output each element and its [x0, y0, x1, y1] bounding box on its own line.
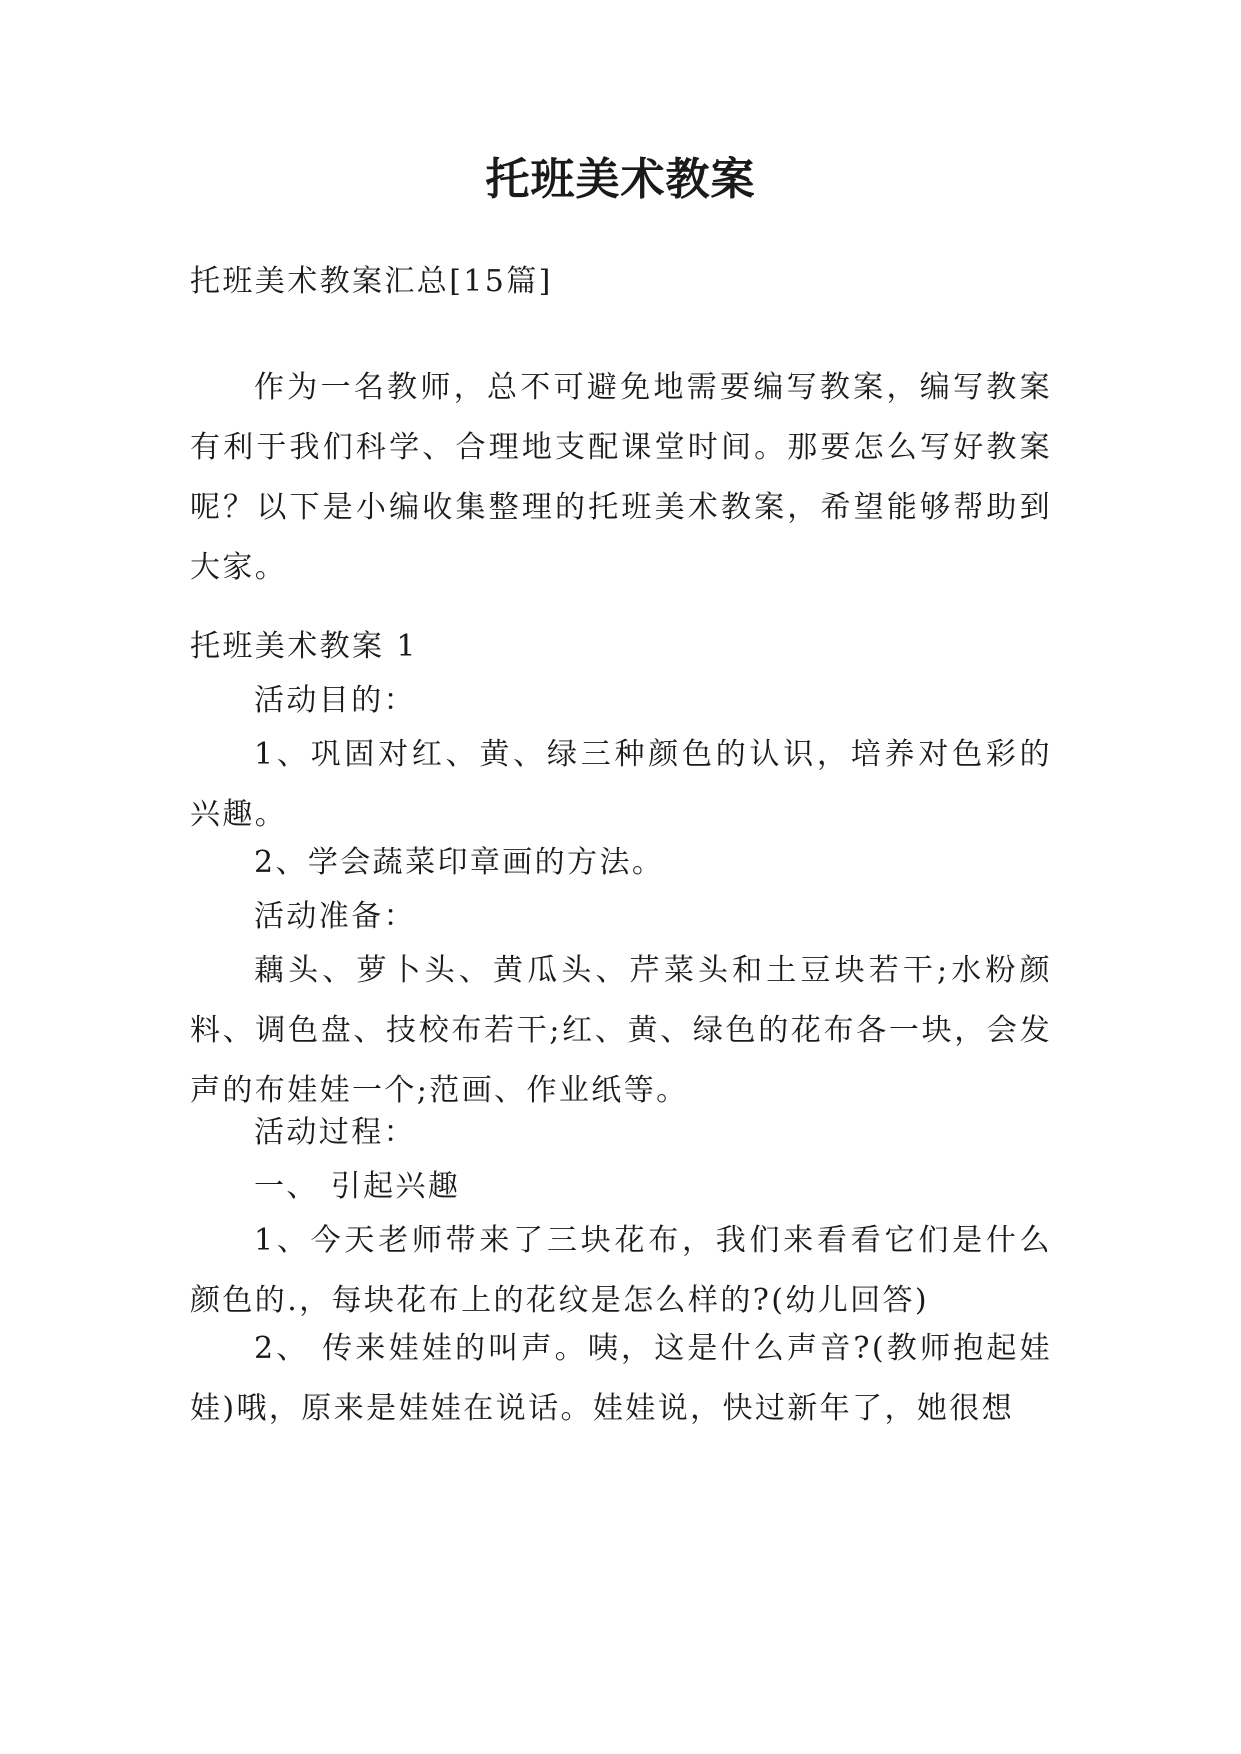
intro-paragraph: 作为一名教师，总不可避免地需要编写教案，编写教案有利于我们科学、合理地支配课堂时间。那要怎么写好教案呢？以下是小编收集整理的托班美术教案，希望能够帮助到大家。: [190, 370, 1052, 585]
goal-item-1: 1、巩固对红、黄、绿三种颜色的认识，培养对色彩的兴趣。: [190, 737, 1052, 832]
prep-label: 活动准备：: [254, 899, 416, 934]
document-title: 托班美术教案: [485, 154, 756, 205]
document-subtitle: 托班美术教案汇总[15篇]: [190, 264, 553, 299]
step-paragraph-1: 1、今天老师带来了三块花布，我们来看看它们是什么颜色的.，每块花布上的花纹是怎么样的?(幼儿回答): [190, 1223, 1052, 1318]
process-label: 活动过程：: [254, 1115, 416, 1150]
goal-label: 活动目的：: [254, 683, 416, 718]
goal-item-2: 2、学会蔬菜印章画的方法。: [254, 845, 665, 880]
step-paragraph-2: 2、 传来娃娃的叫声。咦，这是什么声音?(教师抱起娃娃)哦，原来是娃娃在说话。娃娃说，快过新年了，她很想: [190, 1331, 1052, 1426]
step-heading: 一、 引起兴趣: [254, 1169, 461, 1204]
section-heading: 托班美术教案 1: [190, 629, 418, 664]
prep-paragraph: 藕头、萝卜头、黄瓜头、芹菜头和土豆块若干;水粉颜料、调色盘、技校布若干;红、黄、绿色的花布各一块，会发声的布娃娃一个;范画、作业纸等。: [190, 953, 1052, 1108]
